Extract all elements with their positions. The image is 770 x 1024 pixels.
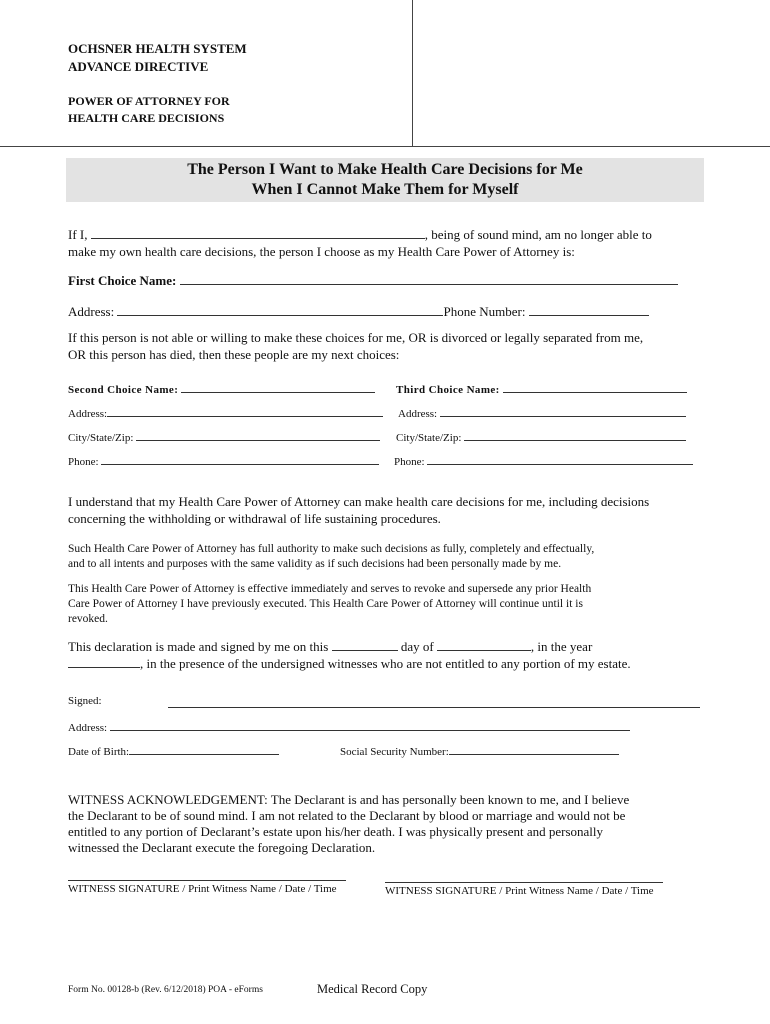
third-choice-name-field[interactable] <box>503 381 687 393</box>
second-choice-name-label: Second Choice Name: <box>68 384 179 396</box>
effective-line-3: revoked. <box>68 613 108 625</box>
signed-field[interactable] <box>168 707 700 708</box>
third-choice-phone-field[interactable] <box>427 453 693 465</box>
section-title-line-2: When I Cannot Make Them for Myself <box>251 181 519 198</box>
third-choice-phone-label: Phone: <box>394 456 425 468</box>
ssn-row <box>340 743 619 758</box>
next-choices-line-1: If this person is not able or willing to make these choices for me, OR is divorced or legally separated from me, <box>68 330 644 345</box>
declarant-name-field[interactable] <box>91 227 425 239</box>
third-choice-address-row <box>398 405 686 420</box>
day-of-text: day of <box>400 639 434 654</box>
org-name: OCHSNER HEALTH SYSTEM <box>68 41 247 56</box>
authority-line-2: and to all intents and purposes with the same validity as if such decisions had been personally made by me. <box>68 558 562 570</box>
second-choice-phone-label: Phone: <box>68 456 99 468</box>
third-choice-address-field[interactable] <box>440 405 686 417</box>
section-title-line-1: The Person I Want to Make Health Care Decisions for Me <box>187 161 583 178</box>
third-choice-city-label: City/State/Zip: <box>396 432 462 444</box>
signer-address-row <box>68 719 630 734</box>
medical-record-copy: Medical Record Copy <box>317 982 428 996</box>
second-choice-row <box>68 381 375 396</box>
signer-address-label: Address: <box>68 722 108 734</box>
header-vertical-divider <box>412 0 413 146</box>
witness-2-caption: WITNESS SIGNATURE / Print Witness Name / Date / Time <box>385 885 654 897</box>
effective-line-1: This Health Care Power of Attorney is effective immediately and serves to revoke and supersede any prior Health <box>68 583 592 595</box>
first-choice-phone-label: Phone Number: <box>443 304 526 319</box>
declaration-text: This declaration is made and signed by me on this <box>68 639 329 654</box>
second-choice-address-label: Address: <box>68 408 108 420</box>
declaration-date-field[interactable] <box>332 639 398 651</box>
effective-line-2: Care Power of Attorney I have previously executed. This Health Care Power of Attorney will continue until it is <box>68 598 583 610</box>
in-year-text: , in the year <box>530 639 593 654</box>
witness-line-4: witnessed the Declarant execute the foregoing Declaration. <box>68 840 376 855</box>
declaration-witness-text: , in the presence of the undersigned witnesses who are not entitled to any portion of my estate. <box>140 656 631 671</box>
declaration-year-field[interactable] <box>68 656 140 668</box>
witness-line-3: entitled to any portion of Declarant’s estate upon his/her death. I was physically present and personally <box>68 824 604 839</box>
form-title-line-1: POWER OF ATTORNEY FOR <box>68 94 230 108</box>
second-choice-address-field[interactable] <box>107 405 383 417</box>
witness-line-2: the Declarant to be of sound mind. I am not related to the Declarant by blood or marriage and would not be <box>68 808 626 823</box>
section-title-box <box>66 158 704 202</box>
signed-label: Signed: <box>68 695 102 707</box>
first-choice-address-row <box>68 303 700 320</box>
witness-2-signature-field[interactable] <box>385 882 663 883</box>
dob-label: Date of Birth: <box>68 746 130 758</box>
dob-field[interactable] <box>129 743 279 755</box>
understand-line-2: concerning the withholding or withdrawal of life sustaining procedures. <box>68 511 441 526</box>
third-choice-phone-row <box>394 453 693 468</box>
sound-mind-text: , being of sound mind, am no longer able to <box>424 227 652 242</box>
if-i-label: If I, <box>68 227 88 242</box>
ssn-label: Social Security Number: <box>340 746 449 758</box>
signer-address-field[interactable] <box>110 719 630 731</box>
understand-line-1: I understand that my Health Care Power of Attorney can make health care decisions for me, including decisions <box>68 494 650 509</box>
form-title-line-2: HEALTH CARE DECISIONS <box>68 111 225 125</box>
witness-line-1: WITNESS ACKNOWLEDGEMENT: The Declarant is and has personally been known to me, and I believe <box>68 792 630 807</box>
third-choice-city-row <box>396 429 686 444</box>
doc-type: ADVANCE DIRECTIVE <box>68 59 209 74</box>
first-choice-row <box>68 272 700 289</box>
second-choice-phone-row <box>68 453 379 468</box>
declaration-line-1 <box>68 638 700 655</box>
ssn-field[interactable] <box>449 743 619 755</box>
third-choice-address-label: Address: <box>398 408 438 420</box>
first-choice-address-label: Address: <box>68 304 115 319</box>
header-horizontal-divider <box>0 146 770 147</box>
second-choice-phone-field[interactable] <box>101 453 379 465</box>
witness-1-caption: WITNESS SIGNATURE / Print Witness Name / Date / Time <box>68 883 337 895</box>
intro-line-1 <box>68 226 700 243</box>
first-choice-label: First Choice Name: <box>68 273 177 288</box>
first-choice-name-field[interactable] <box>180 273 678 285</box>
second-choice-name-field[interactable] <box>181 381 375 393</box>
next-choices-line-2: OR this person has died, then these people are my next choices: <box>68 347 400 362</box>
second-choice-city-row <box>68 429 380 444</box>
authority-line-1: Such Health Care Power of Attorney has full authority to make such decisions as fully, completely and effectually, <box>68 543 595 555</box>
witness-1-signature-field[interactable] <box>68 880 346 881</box>
second-choice-city-field[interactable] <box>136 429 380 441</box>
second-choice-address-row <box>68 405 383 420</box>
intro-line-2: make my own health care decisions, the person I choose as my Health Care Power of Attorney is: <box>68 244 575 259</box>
third-choice-name-label: Third Choice Name: <box>396 384 500 396</box>
third-choice-city-field[interactable] <box>464 429 686 441</box>
first-choice-address-field[interactable] <box>117 304 443 316</box>
form-number: Form No. 00128-b (Rev. 6/12/2018) POA - eForms <box>68 985 263 995</box>
dob-row <box>68 743 279 758</box>
second-choice-city-label: City/State/Zip: <box>68 432 134 444</box>
third-choice-row <box>396 381 687 396</box>
declaration-month-field[interactable] <box>437 639 531 651</box>
first-choice-phone-field[interactable] <box>529 304 649 316</box>
declaration-line-2 <box>68 655 700 672</box>
